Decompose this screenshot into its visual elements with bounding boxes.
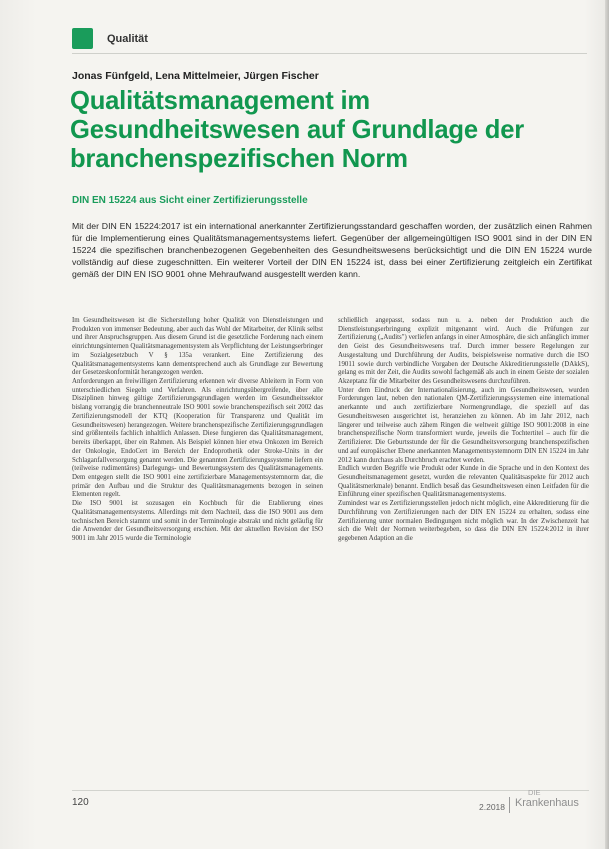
magazine-logo [515,789,579,809]
rubric-color-block [72,28,93,49]
article-body [72,317,589,775]
section-rubric [72,28,148,49]
article-title: Qualitätsmanagement im Gesundheitswesen auf Grundlage der branchenspezifischen Norm [70,87,524,173]
body-paragraph: schließlich angepasst, sodass nun u. a. neben der Produktion auch die Dienstleistungserbringung explizit mitgenannt wird. Auch die Prüfungen zur Zertifizierung („Audits") verliefen anfangs in einer Atmosphäre, die sich anfänglich immer den Geist des Gesundheitswesens traf. Durch immer bessere Regelungen zur Ausgestaltung und Durchführung der Audits, beispielsweise normative durch die ISO 19011 sowie durch verbindliche Vorgaben der Deutsche Akkreditierungsstelle (DAkkS), gelang es mit der Zeit, die Audits sowohl fachgemäß als auch in einem Geiste der sozialen Akzeptanz für die Mitarbeiter des Gesundheitswesens durchzuführen. [338,317,589,386]
article-authors: Jonas Fünfgeld, Lena Mittelmeier, Jürgen Fischer [72,70,319,82]
page-binding-edge [605,0,609,849]
footer-separator [509,797,510,813]
body-paragraph: Im Gesundheitswesen ist die Sicherstellung hoher Qualität von Dienstleistungen und Produkten von immenser Bedeutung, aber auch das Wohl der Mitarbeiter, der Klinik selbst und ihrer Anspruchsgruppen. Aus diesem Grund ist die gesetzliche Forderung nach einem einrichtungsinternen Qualitätsmanagementsystem als Verpflichtung der Leistungserbringer im Sozialgesetzbuch V § 135a verankert. Eine Zertifizierung des Qualitätsmanagementsystems kann dementsprechend auch als Grundlage zur Bewertung der Gesetzeskonformität herangezogen werden. [72,317,323,377]
rubric-divider [72,53,587,54]
issue-number: 2.2018 [479,802,505,812]
body-paragraph: Die ISO 9001 ist sozusagen ein Kochbuch für die Etablierung eines Qualitätsmanagementsystems. Allerdings mit dem Nachteil, dass die ISO 9001 aus dem technischen Bereich stammt und somit in der Terminologie abstrakt und nicht geläufig für die Anwender der Gesundheitsversorgung erschien. Mit der aktuellen Revision der ISO 9001 im Jahr 2015 wurde die Terminologie [72,500,323,542]
body-paragraph: Unter dem Eindruck der Internationalisierung, auch im Gesundheitswesen, wurden Forderungen laut, neben den nationalen QM-Zertifizierungssystemen eine international anerkannte und auch zertifizierbare Normengrundlage, die speziell auf das Gesundheitswesen ausgerichtet ist, heranziehen zu können. Ab im Jahr 2012, nach längerer und teilweise auch zähem Ringen die weltweit gültige ISO 9001:2008 in eine branchenspezifische Norm transformiert wurde, jeweils die Tochtertitel – auch für die Zertifizierer. Die Geburtsstunde der für die Gesundheitsversorgung branchenspezifischen und auf europäischer Ebene anerkannten Managementsystemnorm DIN EN 15224 im Jahr 2012 kann durchaus als Durchbruch erachtet werden. [338,386,589,464]
magazine-logo-prefix: DIE [528,788,541,797]
magazine-logo-name: Krankenhaus [515,797,579,809]
body-paragraph: Anforderungen an freiwilligen Zertifizierung erkennen wir diverse Ableitern in Form von unterschiedlichen Siegeln und Verfahren. Als einrichtungsübergreifende, über alle Disziplinen hinweg gültige Zertifizierungsgrundlagen werden im Gesundheitssektor bislang vorrangig die branchenneutrale ISO 9001 sowie branchenspezifisch seit 2002 das Zertifizierungsmodell der KTQ (Kooperation für Transparenz und Qualität im Gesundheitswesen) herangezogen. Weitere branchenspezifische Zertifizierungsgrundlagen sind größtenteils fachlich inhaltlich Anlassen. Diese fungieren das Qualitätsmanagement, bereits überkappt, über ein Rahmen. Als Beispiel können hier etwa Onkozen im Bereich der Onkologie, EndoCert im Bereich der Endoprothetik oder Stroke-Units in der Schlaganfallversorgung genannt werden. Die genannten Zertifizierungssysteme liefern ein (teilweise rudimentäres) Darlegungs- und Bewertungssystem des Qualitätsmanagements. Dem entgegen stellt die ISO 9001 eine zertifizierbare Managementsystemnorm dar, die primär den Aufbau und die Struktur des Qualitätsmanagements bezogen in seinen Elementen regelt. [72,378,323,499]
rubric-label: Qualität [107,32,148,45]
body-paragraph: Zumindest war es Zertifizierungsstellen jedoch nicht möglich, eine Akkreditierung für die Durchführung von Zertifizierungen nach der DIN EN 15224 zu erhalten, sodass eine Zertifizierung unter normalen Bedingungen nicht möglich war. In der Zwischenzeit hat sich die Welt der Normen weiterbegeben, so dass die DIN EN 15224:2012 in ihrer gegebenen Adaption an die [338,500,589,542]
body-column-right [338,317,589,775]
body-column-left [72,317,323,775]
page-number: 120 [72,797,89,808]
footer-divider [72,790,589,791]
article-subtitle: DIN EN 15224 aus Sicht einer Zertifizierungsstelle [72,195,308,206]
article-lead: Mit der DIN EN 15224:2017 ist ein international anerkannter Zertifizierungsstandard geschaffen worden, der zusätzlich einen Rahmen für die Implementierung eines Qualitätsmanagementsystems liefert. Gegenüber der allgemeingültigen ISO 9001 sind in der DIN EN 15224 die spezifischen branchenbezogenen Gegebenheiten des Gesundheitswesens berücksichtigt und die DIN EN 15224 wurde vollständig auf diese zugeschnitten. Ein weiterer Vorteil der DIN EN 15224 ist, dass bei einer Zertifizierung zeitgleich ein Zertifikat gemäß der DIN EN ISO 9001 ohne Mehraufwand ausgestellt werden kann. [72,221,592,279]
body-paragraph: Endlich wurden Begriffe wie Produkt oder Kunde in die Sprache und in den Kontext des Gesundheitsmanagement gesetzt, wurden die relevanten Qualitätsaspekte für 2012 auch Qualitätsmerkmale) benannt. Endlich besaß das Gesundheitswesen einen Leitfaden für die Einführung einer spezifischen Qualitätsmanagementsystems. [338,465,589,499]
